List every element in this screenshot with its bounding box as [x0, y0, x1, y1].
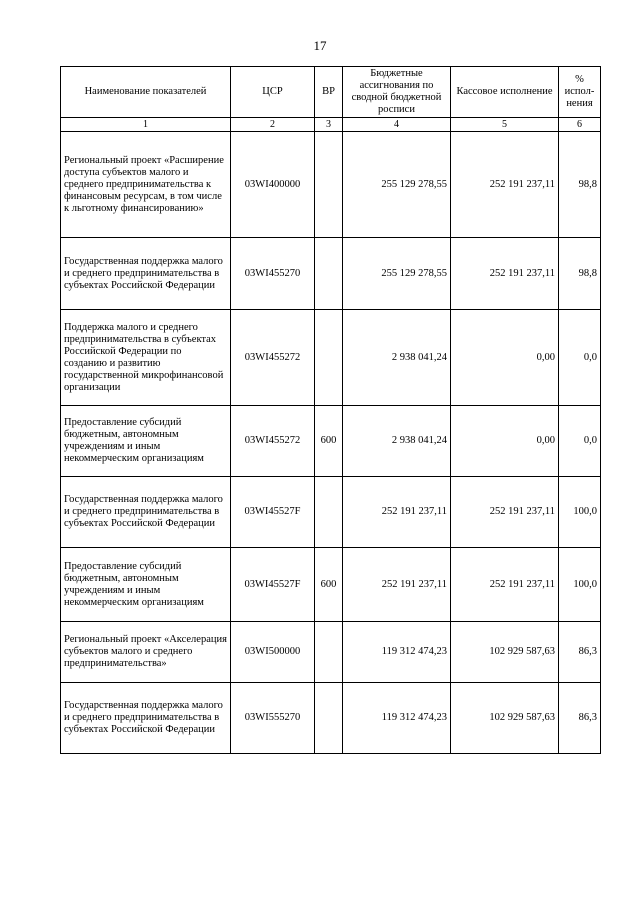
column-number-row	[61, 118, 601, 132]
row-vr	[315, 310, 343, 406]
table-row	[61, 683, 601, 754]
row-percent: 98,8	[559, 132, 601, 238]
row-name: Государственная поддержка малого и среднего предпринимательства в субъектах Российской Федерации	[61, 477, 231, 548]
column-number: 1	[61, 118, 231, 132]
column-number: 3	[315, 118, 343, 132]
row-cash: 0,00	[451, 406, 559, 477]
row-budget: 2 938 041,24	[343, 310, 451, 406]
row-vr: 600	[315, 548, 343, 622]
row-cash: 252 191 237,11	[451, 477, 559, 548]
row-percent: 0,0	[559, 310, 601, 406]
row-csr: 03WI45527F	[231, 548, 315, 622]
row-name: Поддержка малого и среднего предпринимательства в субъектах Российской Федерации по созданию и развитию государственной микрофинансовой организации	[61, 310, 231, 406]
row-cash: 102 929 587,63	[451, 622, 559, 683]
table-row	[61, 477, 601, 548]
row-percent: 100,0	[559, 477, 601, 548]
row-cash: 252 191 237,11	[451, 132, 559, 238]
row-vr	[315, 477, 343, 548]
row-vr	[315, 238, 343, 310]
row-csr: 03WI400000	[231, 132, 315, 238]
row-budget: 255 129 278,55	[343, 132, 451, 238]
row-name: Региональный проект «Акселерация субъектов малого и среднего предпринимательства»	[61, 622, 231, 683]
column-number: 4	[343, 118, 451, 132]
row-csr: 03WI455270	[231, 238, 315, 310]
table-row	[61, 132, 601, 238]
row-csr: 03WI455272	[231, 310, 315, 406]
column-number: 5	[451, 118, 559, 132]
row-budget: 119 312 474,23	[343, 622, 451, 683]
row-csr: 03WI455272	[231, 406, 315, 477]
table-row	[61, 238, 601, 310]
row-budget: 119 312 474,23	[343, 683, 451, 754]
header-csr: ЦСР	[231, 67, 315, 118]
row-name: Предоставление субсидий бюджетным, автономным учреждениям и иным некоммерческим организациям	[61, 548, 231, 622]
row-vr	[315, 132, 343, 238]
row-percent: 86,3	[559, 683, 601, 754]
row-budget: 252 191 237,11	[343, 477, 451, 548]
row-vr: 600	[315, 406, 343, 477]
row-budget: 2 938 041,24	[343, 406, 451, 477]
budget-execution-table	[60, 66, 601, 754]
column-number: 6	[559, 118, 601, 132]
header-name: Наименование показателей	[61, 67, 231, 118]
row-percent: 86,3	[559, 622, 601, 683]
row-csr: 03WI555270	[231, 683, 315, 754]
row-cash: 252 191 237,11	[451, 238, 559, 310]
header-budget: Бюджетные ассигнования по сводной бюджетной росписи	[343, 67, 451, 118]
table-row	[61, 548, 601, 622]
header-vr: ВР	[315, 67, 343, 118]
table-row	[61, 622, 601, 683]
column-number: 2	[231, 118, 315, 132]
header-row	[61, 67, 601, 118]
row-percent: 100,0	[559, 548, 601, 622]
row-name: Региональный проект «Расширение доступа субъектов малого и среднего предпринимательства к финансовым ресурсам, в том числе к льготному финансированию»	[61, 132, 231, 238]
row-vr	[315, 622, 343, 683]
row-budget: 255 129 278,55	[343, 238, 451, 310]
header-cash: Кассовое исполнение	[451, 67, 559, 118]
row-name: Государственная поддержка малого и среднего предпринимательства в субъектах Российской Федерации	[61, 238, 231, 310]
row-cash: 0,00	[451, 310, 559, 406]
row-name: Государственная поддержка малого и среднего предпринимательства в субъектах Российской Федерации	[61, 683, 231, 754]
row-percent: 0,0	[559, 406, 601, 477]
row-percent: 98,8	[559, 238, 601, 310]
table-row	[61, 406, 601, 477]
row-cash: 252 191 237,11	[451, 548, 559, 622]
row-cash: 102 929 587,63	[451, 683, 559, 754]
table-row	[61, 310, 601, 406]
row-csr: 03WI500000	[231, 622, 315, 683]
page-number: 17	[313, 38, 327, 53]
row-vr	[315, 683, 343, 754]
row-csr: 03WI45527F	[231, 477, 315, 548]
row-budget: 252 191 237,11	[343, 548, 451, 622]
header-percent: % испол-нения	[559, 67, 601, 118]
row-name: Предоставление субсидий бюджетным, автономным учреждениям и иным некоммерческим организациям	[61, 406, 231, 477]
